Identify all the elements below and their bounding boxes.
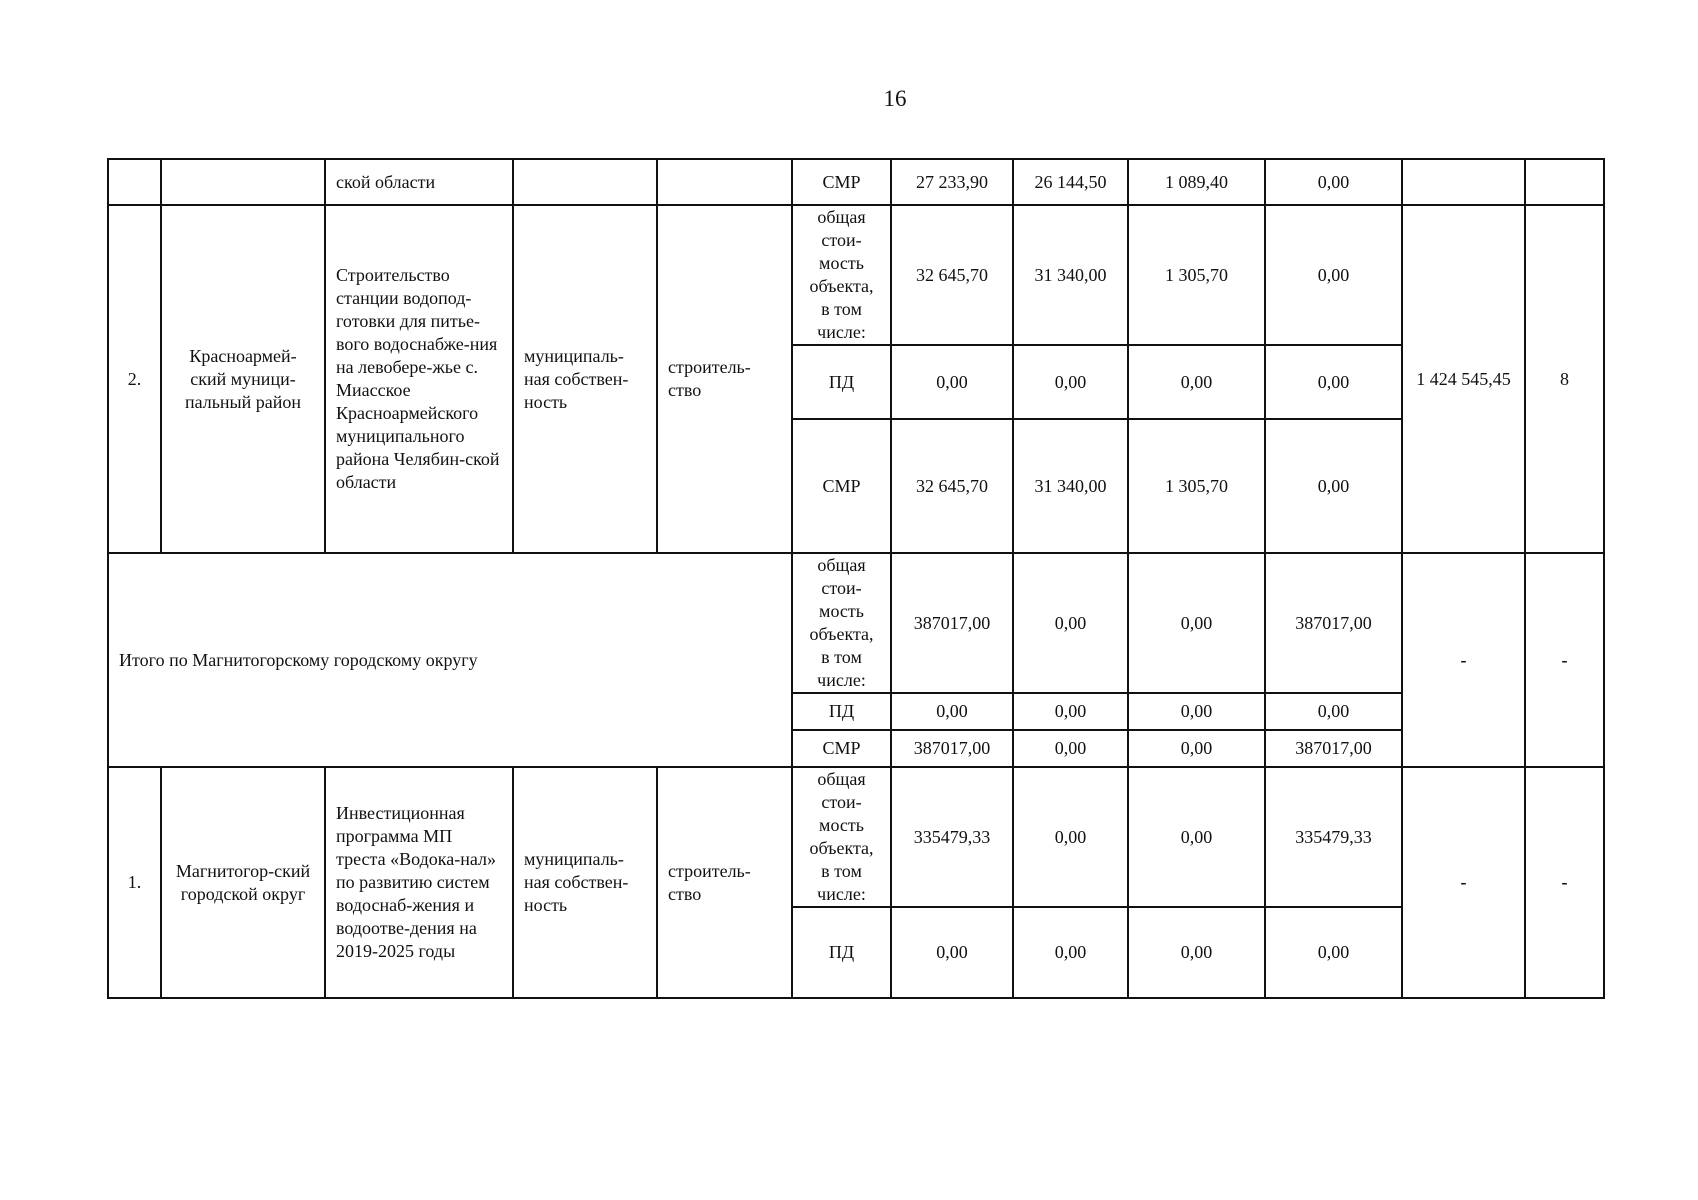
cost-type: ПД [792, 345, 891, 419]
value-cell: 0,00 [1128, 907, 1265, 998]
value-cell: 0,00 [1128, 767, 1265, 907]
cell-empty [1402, 159, 1525, 205]
investment-table [107, 158, 1605, 999]
value-cell: 0,00 [1013, 693, 1128, 730]
value-cell: 31 340,00 [1013, 419, 1128, 553]
cell-empty [161, 159, 325, 205]
value-cell: 0,00 [1265, 159, 1402, 205]
value-cell: 0,00 [1013, 553, 1128, 693]
cell-empty [1525, 159, 1604, 205]
territory-name: Магнитогор-ский городской округ [161, 767, 325, 998]
value-cell: 1 305,70 [1128, 419, 1265, 553]
value-cell: 27 233,90 [891, 159, 1013, 205]
value-cell: 0,00 [1265, 205, 1402, 345]
value-cell: 0,00 [1265, 345, 1402, 419]
table-row [108, 767, 1604, 907]
territory-name: Красноармей-ский муници-пальный район [161, 205, 325, 553]
value-cell: 32 645,70 [891, 419, 1013, 553]
value-cell: 1 089,40 [1128, 159, 1265, 205]
subtotal-label: Итого по Магнитогорскому городскому округу [108, 553, 792, 767]
value-cell: 0,00 [1265, 907, 1402, 998]
work-type: строитель-ство [657, 767, 792, 998]
object-count: 8 [1525, 205, 1604, 553]
cost-type: ПД [792, 693, 891, 730]
value-cell: 1 305,70 [1128, 205, 1265, 345]
value-cell: 0,00 [891, 693, 1013, 730]
value-cell: 0,00 [1128, 345, 1265, 419]
table-row [108, 553, 1604, 693]
value-cell: 31 340,00 [1013, 205, 1128, 345]
value-cell: 387017,00 [1265, 730, 1402, 767]
value-cell: 0,00 [891, 345, 1013, 419]
value-cell: 387017,00 [1265, 553, 1402, 693]
value-cell: 0,00 [891, 907, 1013, 998]
value-cell: 0,00 [1013, 907, 1128, 998]
page-number: 16 [883, 86, 907, 111]
total-limit: - [1402, 553, 1525, 767]
value-cell: 0,00 [1128, 730, 1265, 767]
work-type: строитель-ство [657, 205, 792, 553]
value-cell: 0,00 [1013, 730, 1128, 767]
cell-empty [657, 159, 792, 205]
value-cell: 0,00 [1128, 693, 1265, 730]
object-name-continued: ской области [325, 159, 513, 205]
ownership-form: муниципаль-ная собствен-ность [513, 767, 657, 998]
row-number: 2. [108, 205, 161, 553]
row-number: 1. [108, 767, 161, 998]
object-count: - [1525, 553, 1604, 767]
cost-type: ПД [792, 907, 891, 998]
value-cell: 32 645,70 [891, 205, 1013, 345]
value-cell: 0,00 [1013, 345, 1128, 419]
cost-type: общая стои-мость объекта, в том числе: [792, 205, 891, 345]
value-cell: 335479,33 [1265, 767, 1402, 907]
table-row [108, 205, 1604, 345]
cost-type: общая стои-мость объекта, в том числе: [792, 553, 891, 693]
cell-empty [108, 159, 161, 205]
value-cell: 387017,00 [891, 553, 1013, 693]
cost-type: СМР [792, 730, 891, 767]
object-name: Инвестиционная программа МП треста «Водока-нал» по развитию систем водоснаб-жения и водоотве-дения на 2019-2025 годы [325, 767, 513, 998]
object-name: Строительство станции водопод-готовки для питье-вого водоснабже-ния на левобере-жье с. Миасское Красноармейского муниципального района Челябин-ской области [325, 205, 513, 553]
cell-empty [513, 159, 657, 205]
object-count: - [1525, 767, 1604, 998]
value-cell: 0,00 [1128, 553, 1265, 693]
ownership-form: муниципаль-ная собствен-ность [513, 205, 657, 553]
value-cell: 0,00 [1265, 693, 1402, 730]
cost-type: общая стои-мость объекта, в том числе: [792, 767, 891, 907]
cost-type: СМР [792, 159, 891, 205]
value-cell: 0,00 [1265, 419, 1402, 553]
value-cell: 26 144,50 [1013, 159, 1128, 205]
cost-type: СМР [792, 419, 891, 553]
total-limit: 1 424 545,45 [1402, 205, 1525, 553]
total-limit: - [1402, 767, 1525, 998]
value-cell: 387017,00 [891, 730, 1013, 767]
value-cell: 0,00 [1013, 767, 1128, 907]
table-row [108, 159, 1604, 205]
value-cell: 335479,33 [891, 767, 1013, 907]
